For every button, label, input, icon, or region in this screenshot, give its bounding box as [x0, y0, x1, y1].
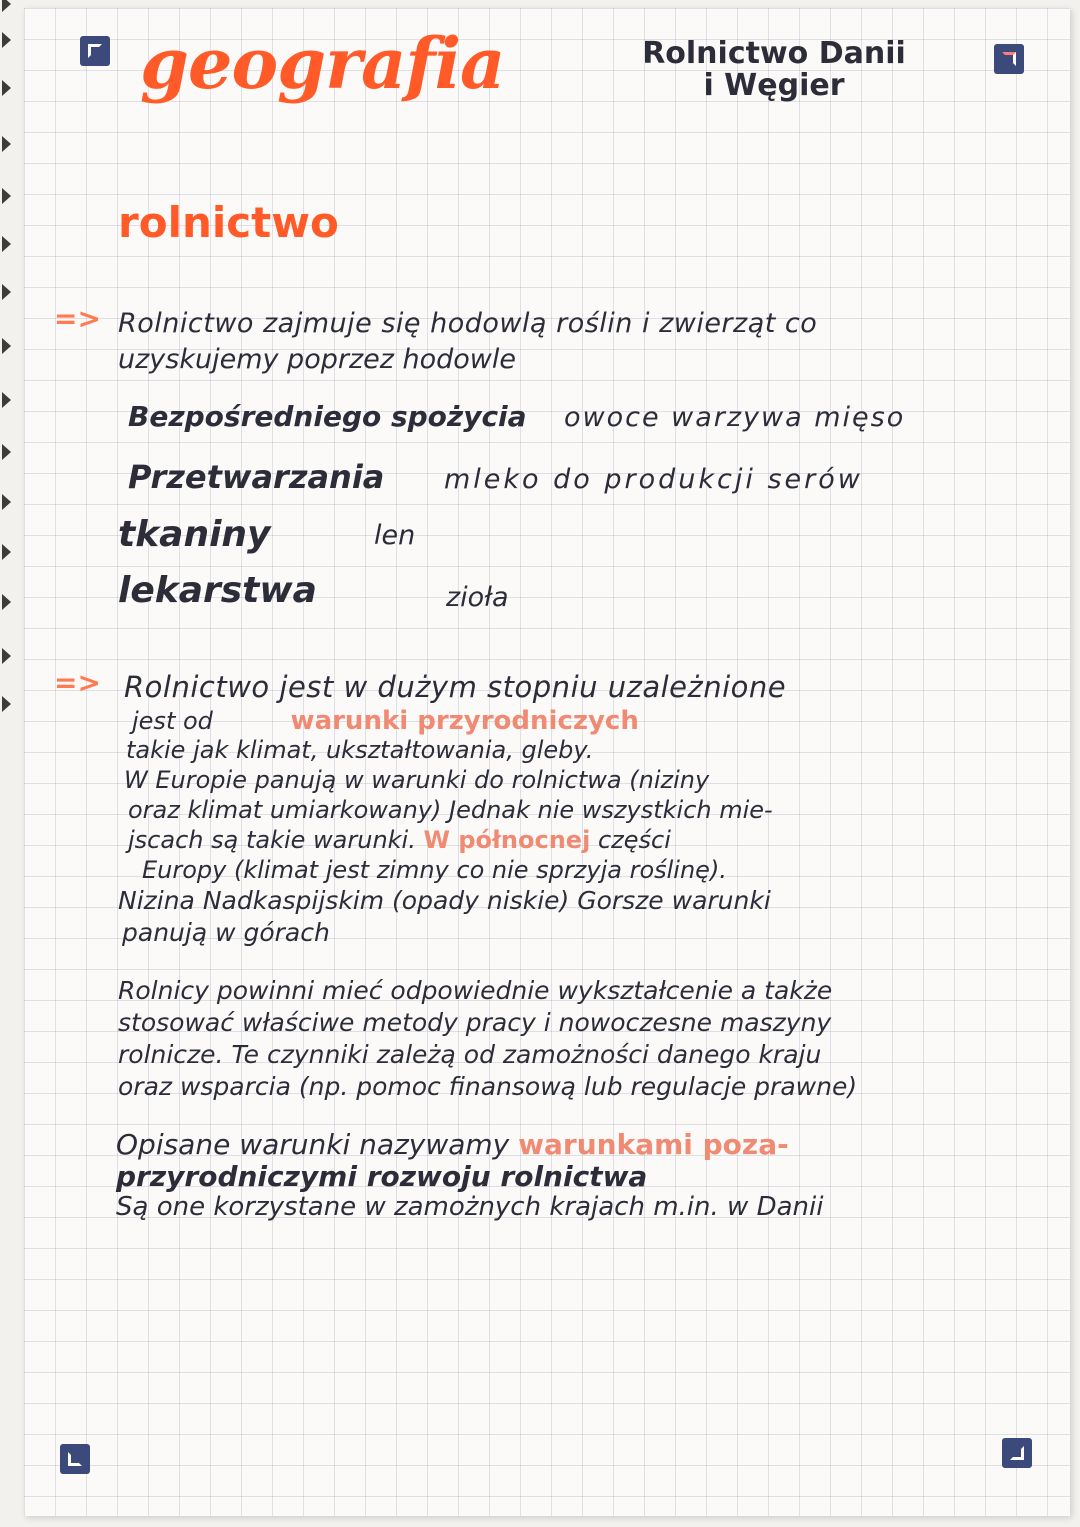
- corner-mark-bottom-right-icon: [1002, 1438, 1032, 1468]
- category-label: lekarstwa: [118, 570, 317, 611]
- notebook-page: [24, 8, 1070, 1516]
- category-label: Przetwarzania: [128, 458, 385, 496]
- block2-line6-end: części: [597, 826, 671, 854]
- category-value: len: [374, 520, 416, 551]
- block2-line6-text: jscach są takie warunki.: [128, 826, 416, 854]
- block4-line1-text: Opisane warunki nazywamy: [116, 1128, 510, 1161]
- block3-line1: Rolnicy powinni mieć odpowiednie wykształcenie a także: [118, 976, 833, 1005]
- section-title: rolnictwo: [118, 198, 339, 247]
- block1-line2: uzyskujemy poprzez hodowle: [118, 344, 516, 375]
- category-label: tkaniny: [118, 514, 271, 555]
- block2-line2-highlight: warunki przyrodniczych: [290, 706, 639, 736]
- block2-line6: [128, 826, 671, 854]
- topic-title-line1: Rolnictwo Danii: [642, 36, 906, 71]
- corner-mark-top-right-icon: [994, 44, 1024, 74]
- arrow-bullet-2: =>: [54, 666, 101, 699]
- category-value: mleko do produkcji serów: [444, 464, 863, 495]
- subject-title: geografia: [140, 22, 505, 105]
- block4-line1: [116, 1128, 789, 1161]
- block2-line1: Rolnictwo jest w dużym stopniu uzależnione: [124, 670, 787, 704]
- block4-line3: Są one korzystane w zamożnych krajach m.in. w Danii: [116, 1192, 824, 1222]
- block3-line3: rolnicze. Te czynniki zależą od zamożności danego kraju: [118, 1040, 822, 1069]
- block2-line3: takie jak klimat, ukształtowania, gleby.: [126, 736, 594, 764]
- category-value: owoce warzywa mięso: [564, 402, 906, 433]
- block2-line2: [132, 706, 639, 736]
- arrow-bullet-1: =>: [54, 302, 101, 335]
- block2-line6-highlight: W północnej: [423, 826, 591, 854]
- block2-line9: panują w górach: [122, 918, 330, 947]
- block2-line4: W Europie panują w warunki do rolnictwa (niziny: [124, 766, 710, 794]
- block4-line1-highlight: warunkami poza-: [518, 1128, 789, 1161]
- topic-title-line2: i Węgier: [703, 68, 845, 103]
- category-label: Bezpośredniego spożycia: [128, 400, 527, 433]
- topic-title: [614, 38, 934, 102]
- block2-line7: Europy (klimat jest zimny co nie sprzyja roślinę).: [142, 856, 727, 884]
- block4-line2-highlight: przyrodniczymi rozwoju rolnictwa: [116, 1160, 648, 1193]
- block2-line2-text: jest od: [132, 707, 213, 735]
- block2-line5: oraz klimat umiarkowany) Jednak nie wszystkich mie-: [128, 796, 773, 824]
- notebook-binding: [0, 0, 18, 1527]
- block3-line2: stosować właściwe metody pracy i nowoczesne maszyny: [118, 1008, 832, 1037]
- corner-mark-top-left-icon: [80, 36, 110, 66]
- block1-line1: Rolnictwo zajmuje się hodowlą roślin i zwierząt co: [118, 308, 818, 339]
- corner-mark-bottom-left-icon: [60, 1444, 90, 1474]
- category-value: zioła: [446, 582, 509, 613]
- block3-line4: oraz wsparcia (np. pomoc finansową lub regulacje prawne): [118, 1072, 858, 1101]
- block2-line8: Nizina Nadkaspijskim (opady niskie) Gorsze warunki: [118, 886, 771, 915]
